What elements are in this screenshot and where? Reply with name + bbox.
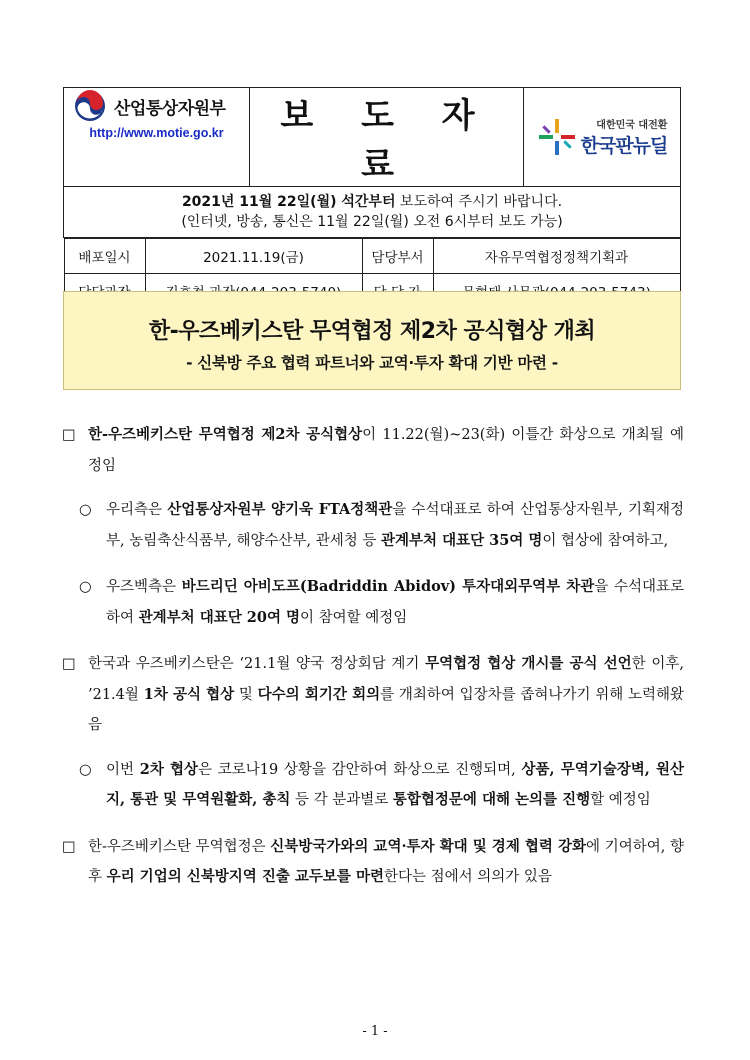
embargo-time: 2021년 11월 22일(월) 석간부터 [181,194,396,210]
text: 및 [234,686,258,703]
text: 등 각 분과별로 [290,792,393,808]
department-label: 담당부서 [362,239,433,274]
newdeal-name: 한국판뉴딜 [580,135,668,157]
newdeal-slogan: 대한민국 대전환 [596,120,668,131]
headline: 한-우즈베키스탄 무역협정 제2차 공식협상 개최 [148,319,596,344]
circle-bullet: ○ [79,502,92,518]
embargo-note: (인터넷, 방송, 통신은 11월 22일(월) 오전 6시부터 보도 가능) [181,214,563,230]
text: 우즈벡측은 [106,579,182,595]
department-name: 자유무역협정정책기획과 [433,239,680,274]
press-body [62,420,684,893]
circle-bullet: ○ [79,761,92,778]
bold-text: 한-우즈베키스탄 무역협정 제2차 공식협상 [88,426,363,443]
text: 에 기여하여, 향후 [88,838,685,885]
circle-bullet: ○ [79,579,92,595]
bold-text: 관계부처 대표단 20여 명 [138,608,301,626]
bold-text: 우리 기업의 신북방지역 진출 교두보를 마련 [106,868,384,885]
ministry-logo-cell [64,88,250,187]
text: 한국과 우즈베키스탄은 ‘21.1월 양국 정상회담 계기 [88,656,426,672]
bold-text: 신북방국가와의 교역·투자 확대 및 경제 협력 강화 [270,837,587,855]
paragraph-3 [62,572,684,633]
bold-text: 1차 공식 협상 [143,685,235,703]
bold-text: 관계부처 대표단 35여 명 [381,531,543,549]
text: 한다는 점에서 의의가 있음 [384,869,552,885]
distribution-label: 배포일시 [64,239,145,274]
ministry-name: 산업통상자원부 [114,98,226,119]
distribution-date: 2021.11.19(금) [145,239,362,274]
text: 이 11.22(월)~23(화) 이틀간 화상으로 개최될 예정임 [88,427,684,474]
press-header-table [63,87,681,309]
paragraph-2 [62,495,684,556]
newdeal-logo-cell [524,88,681,187]
square-bullet: □ [62,427,76,443]
ministry-url-link[interactable]: http://www.motie.go.kr [89,126,224,140]
text: 이번 [106,761,140,778]
bold-text: 통합협정문에 대해 논의를 진행 [392,791,591,808]
bold-text: 다수의 회기간 회의 [257,685,381,703]
bold-text: 무역협정 협상 개시를 공식 선언 [425,655,632,672]
paragraph-6 [62,832,684,893]
embargo-request: 보도하여 주시기 바랍니다. [395,194,563,210]
text: 한 이후, ’21.4월 [88,656,684,703]
newdeal-logo-icon [537,117,577,157]
text: 을 수석대표로 하여 산업통상자원부, 기획재정부, 농림축산식품부, 해양수산부, 관세청 등 [106,502,684,549]
text: 우리측은 [106,502,168,518]
headline-banner [63,291,681,390]
text: 은 코로나19 상황을 감안하여 화상으로 진행되며, [198,761,522,778]
embargo-notice [64,187,681,238]
press-release-title: 보 도 자 료 [250,88,524,187]
bold-text: 상품, 무역기술장벽, 원산지, 통관 및 무역원활화, 총칙 [106,760,684,808]
subheadline: - 신북방 주요 협력 파트너와 교역·투자 확대 기반 마련 - [186,354,558,372]
paragraph-4 [62,649,684,741]
text: 를 개최하여 입장차를 좁혀나가기 위해 노력해왔음 [88,686,684,733]
bold-text: 바드리딘 아비도프(Badriddin Abidov) 투자대외무역부 차관 [181,578,595,595]
bold-text: 산업통상자원부 양기욱 FTA정책관 [167,501,393,518]
text: 한-우즈베키스탄 무역협정은 [88,838,271,855]
paragraph-5 [62,755,684,816]
text: 할 예정임 [590,792,651,808]
square-bullet: □ [62,838,76,855]
text: 을 수석대표로 하여 [106,579,684,626]
square-bullet: □ [62,656,76,672]
text: 이 참여할 예정임 [300,609,408,626]
paragraph-1 [62,420,684,481]
page-number: - 1 - [362,1024,388,1039]
bold-text: 2차 협상 [139,760,199,778]
text: 이 협상에 참여하고, [542,532,669,549]
taeguk-icon [74,90,106,122]
